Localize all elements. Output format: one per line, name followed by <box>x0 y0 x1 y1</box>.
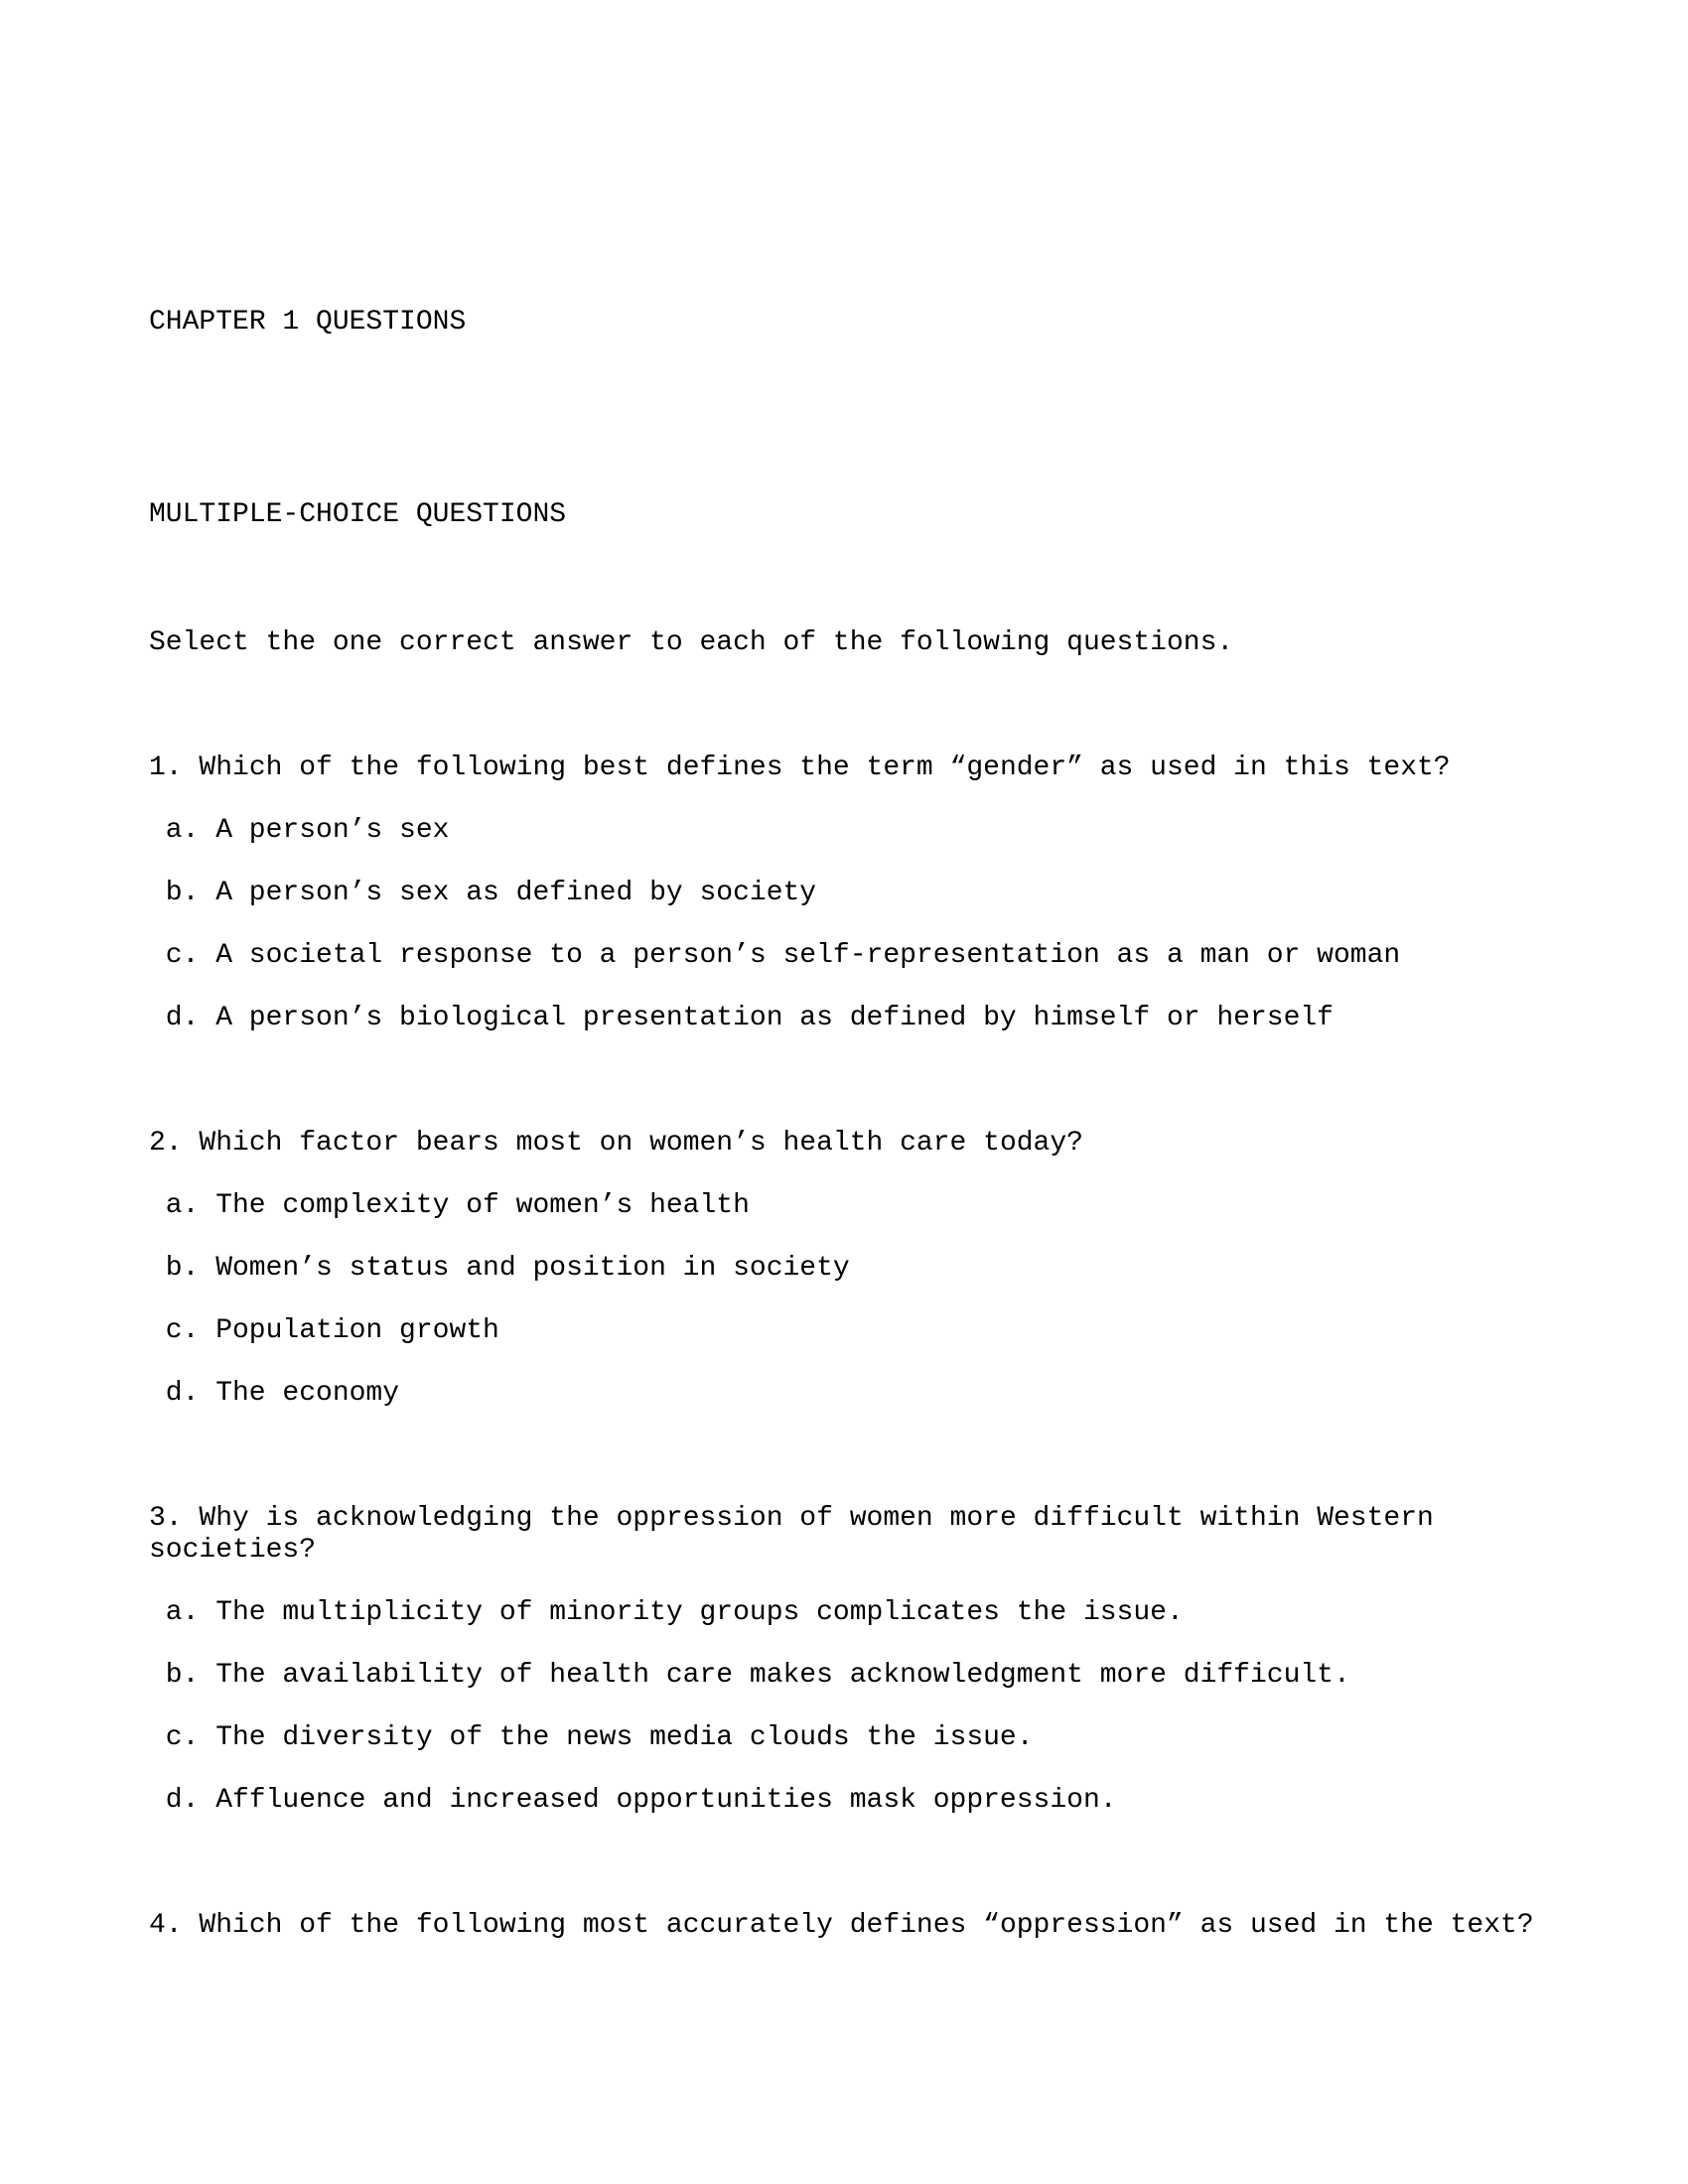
question-4-text: 4. Which of the following most accurately defines “oppression” as used in the text? <box>149 1910 1534 1941</box>
question-2-option-c: c. Population growth <box>165 1315 499 1346</box>
question-3-option-c: c. The diversity of the news media clouds the issue. <box>165 1722 1034 1753</box>
section-heading: MULTIPLE-CHOICE QUESTIONS <box>149 499 567 530</box>
question-block-3 <box>149 1503 1567 1817</box>
question-3-option-d: d. Affluence and increased opportunities mask oppression. <box>165 1785 1117 1816</box>
question-3-text: 3. Why is acknowledging the oppression of women more difficult within Western societies? <box>149 1503 1434 1566</box>
question-1-option-a: a. A person’s sex <box>165 815 450 846</box>
question-1-option-c: c. A societal response to a person’s self-representation as a man or woman <box>165 940 1401 971</box>
question-2-option-d: d. The economy <box>165 1378 400 1409</box>
question-2-option-b: b. Women’s status and position in society <box>165 1253 850 1284</box>
question-2-option-a: a. The complexity of women’s health <box>165 1190 750 1221</box>
question-1-option-b: b. A person’s sex as defined by society <box>165 878 817 908</box>
chapter-title: CHAPTER 1 QUESTIONS <box>149 307 467 338</box>
question-block-1 <box>149 752 1567 1034</box>
instructions-text: Select the one correct answer to each of the following questions. <box>149 627 1234 658</box>
question-block-2 <box>149 1128 1567 1410</box>
question-3-option-a: a. The multiplicity of minority groups complicates the issue. <box>165 1597 1184 1628</box>
question-1-option-d: d. A person’s biological presentation as defined by himself or herself <box>165 1003 1334 1033</box>
question-1-text: 1. Which of the following best defines the term “gender” as used in this text? <box>149 752 1451 783</box>
document-content <box>149 307 1567 1942</box>
question-3-option-b: b. The availability of health care makes acknowledgment more difficult. <box>165 1660 1350 1691</box>
question-2-text: 2. Which factor bears most on women’s health care today? <box>149 1128 1083 1159</box>
question-block-4 <box>149 1910 1567 1942</box>
